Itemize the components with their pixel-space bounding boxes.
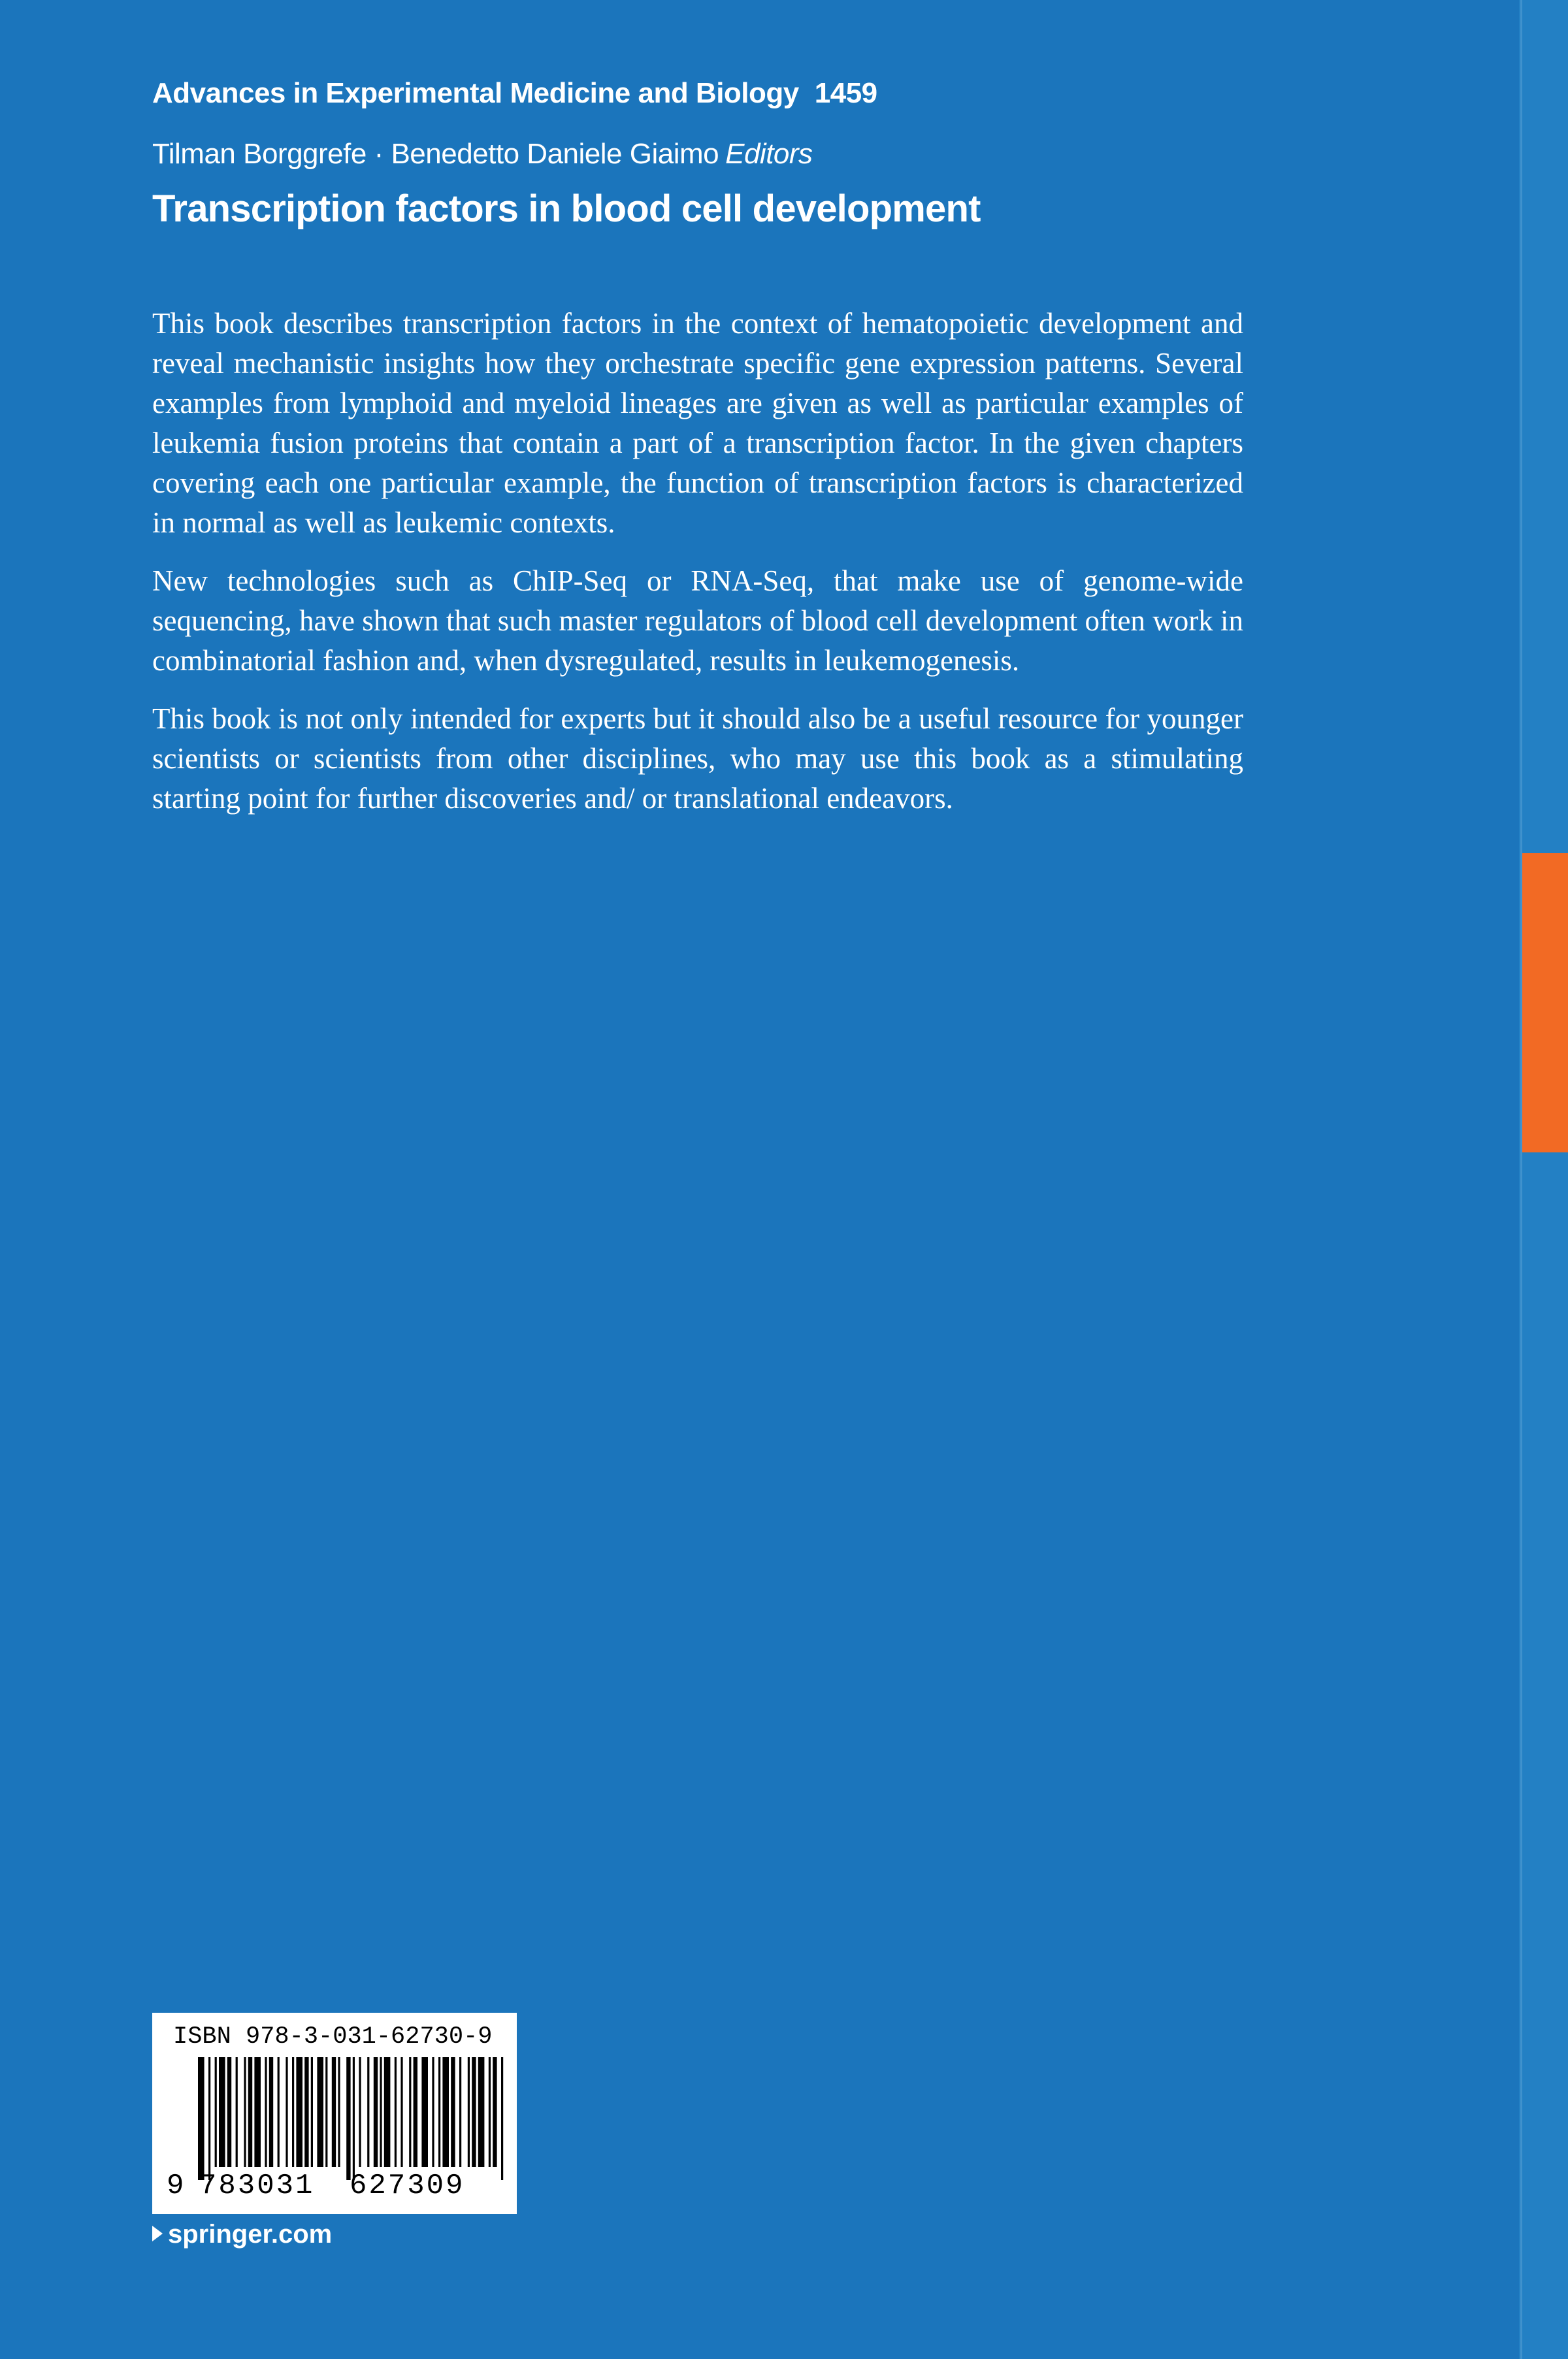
editor-names: Tilman Borggrefe · Benedetto Daniele Giaimo [152,138,719,170]
barcode-bar [332,2057,336,2167]
blurb-paragraph: New technologies such as ChIP-Seq or RNA-Seq, that make use of genome-wide sequencing, have shown that such master regulators of blood cell development often work in combinatorial fashion and, when dysregulated, results in leukemogenesis. [152,564,1243,677]
barcode-bar [325,2057,327,2167]
barcode-bar [472,2057,476,2167]
barcode-bar [478,2057,485,2167]
barcode-bar [317,2057,323,2167]
barcode-bar [269,2057,273,2167]
barcode-bar [451,2057,455,2167]
series-number: 1459 [814,77,877,109]
barcode-bar [286,2057,287,2167]
barcode-bar [400,2057,402,2167]
barcode-bar [501,2057,503,2180]
barcode-bar [493,2057,497,2167]
barcode-bar [421,2057,428,2167]
blurb [152,304,1243,837]
barcode-digits-right: 627309 [350,2170,465,2202]
barcode-bar [236,2057,238,2167]
barcode-digit-first: 9 [167,2170,184,2202]
barcode-bar [292,2057,294,2167]
editors-role: Editors [725,138,813,170]
spine-fold-line [1520,0,1522,2359]
book-title: Transcription factors in blood cell development [152,187,981,230]
barcode-bar [374,2057,378,2167]
barcode-bar [198,2057,204,2180]
barcode-bar [338,2057,340,2167]
barcode-bar [438,2057,440,2167]
publisher-link[interactable] [152,2220,332,2249]
barcode-bar [384,2057,391,2167]
barcode-bar [367,2057,369,2167]
barcode-bar [346,2057,350,2180]
barcode-bar [359,2057,361,2167]
barcode-digits-left: 783031 [199,2170,315,2202]
barcode-bar [432,2057,434,2167]
barcode-box [152,2013,517,2214]
barcode-bar [227,2057,231,2167]
barcode-bar [248,2057,252,2167]
barcode-bar [278,2057,280,2167]
editors-line [152,138,813,171]
blurb-paragraph: This book is not only intended for experts but it should also be a useful resource for younger scientists or scientists from other disciplines, who may use this book as a stimulating starting point for further discoveries and/ or translational endeavors. [152,702,1243,815]
barcode-bar [254,2057,261,2167]
barcode-bar [304,2057,308,2167]
blurb-paragraph: This book describes transcription factors in the context of hematopoietic development and reveal mechanistic insights how they orchestrate specific gene expression patterns. Several examples from lymphoid and myeloid lineages are given as well as particular examples of leukemia fusion proteins that contain a part of a transcription factor. In the given chapters covering each one particular example, the function of transcription factors is characterized in normal as well as leukemic contexts. [152,307,1243,539]
series-name: Advances in Experimental Medicine and Biology [152,77,799,109]
triangle-right-icon [152,2226,163,2241]
series-line [152,77,877,110]
barcode-bar [489,2057,491,2167]
barcode-bar [409,2057,411,2167]
barcode-bar [468,2057,470,2167]
barcode-bar [414,2057,417,2167]
barcode-bar [442,2057,449,2167]
barcode-bar [380,2057,382,2167]
barcode-bar [215,2057,217,2167]
barcode-bar [311,2057,313,2167]
barcode-bar [395,2057,397,2167]
barcode-bar [459,2057,461,2167]
publisher-link-text: springer.com [168,2220,333,2249]
barcode-bar [219,2057,225,2167]
barcode-bar [208,2057,210,2180]
barcode-bar [353,2057,355,2180]
barcode-bar [244,2057,246,2167]
orange-spine-tab [1522,853,1568,1152]
barcode-bars [198,2057,505,2180]
spine-edge [1519,0,1568,2359]
isbn-label: ISBN 978-3-031-62730-9 [173,2023,493,2051]
barcode-bar [265,2057,267,2167]
barcode-bar [296,2057,302,2167]
